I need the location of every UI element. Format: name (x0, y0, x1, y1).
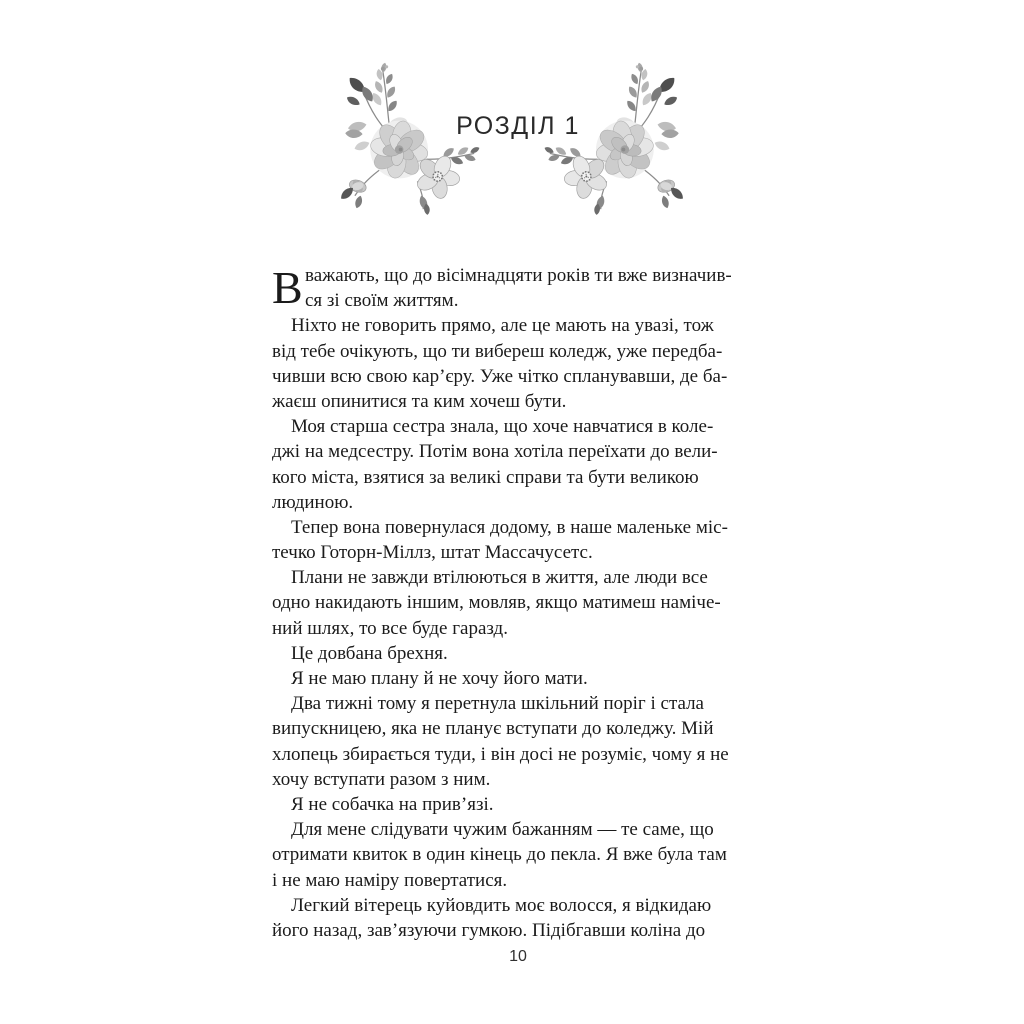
text-line: Плани не завжди втілюються в життя, але люди все (291, 567, 708, 589)
paragraph (272, 817, 766, 893)
text-line: Два тижні тому я перетнула шкільний поріг і стала (291, 693, 704, 715)
text-line: ся зі своїм життям. (305, 290, 459, 312)
paragraph (272, 414, 766, 515)
paragraph (272, 565, 766, 641)
text-line: чивши всю свою кар’єру. Уже чітко спланувавши, де ба- (272, 365, 728, 387)
paragraph (272, 792, 766, 817)
text-line: Ніхто не говорить прямо, але це мають на увазі, тож (291, 315, 714, 337)
text-line: Це довбана брехня. (291, 642, 448, 664)
page-number: 10 (509, 948, 527, 965)
text-line: Для мене слідувати чужим бажанням — те саме, що (291, 819, 714, 841)
text-line: отримати квиток в один кінець до пекла. Я вже була там (272, 844, 727, 866)
text-line: Тепер вона повернулася додому, в наше маленьке міс- (291, 516, 728, 538)
text-line: Я не маю плану й не хочу його мати. (291, 668, 588, 689)
text-line: течко Готорн-Міллз, штат Массачусетс. (272, 542, 593, 564)
text-line: Легкий вітерець куйовдить моє волосся, я відкидаю (291, 894, 712, 916)
text-line: хочу вступати разом з ним. (272, 768, 491, 790)
text-line: людиною. (272, 491, 354, 513)
chapter-title: РОЗДІЛ 1 (456, 112, 580, 140)
text-line: жаєш опинитися та ким хочеш бути. (272, 390, 567, 412)
drop-cap: В (272, 262, 303, 313)
paragraph (272, 313, 766, 414)
text-line: і не маю наміру повертатися. (272, 869, 508, 891)
text-line: важають, що до вісімнадцяти років ти вже визначив- (305, 265, 732, 286)
text-line: випускницею, яка не планує вступати до коледжу. Мій (272, 718, 714, 740)
text-line: Я не собачка на прив’язі. (291, 793, 494, 815)
paragraph (272, 666, 766, 691)
text-line: джі на медсестру. Потім вона хотіла переїхати до вели- (272, 441, 718, 463)
text-line: від тебе очікують, що ти вибереш коледж, уже передба- (272, 340, 723, 362)
text-line: одно накидають іншим, мовляв, якщо матимеш наміче- (272, 592, 721, 614)
text-line: ний шлях, то все буде гаразд. (272, 617, 508, 639)
paragraph (272, 893, 766, 943)
paragraph (272, 263, 766, 313)
text-line: хлопець збирається туди, і він досі не розуміє, чому я не (272, 743, 729, 765)
paragraph (272, 515, 766, 565)
text-line: кого міста, взятися за великі справи та бути великою (272, 466, 699, 488)
paragraph (272, 691, 766, 792)
paragraph (272, 641, 766, 666)
body-text (272, 263, 766, 943)
text-line: його назад, зав’язуючи гумкою. Підібгавши коліна до (272, 919, 706, 941)
text-line: Моя старша сестра знала, що хоче навчатися в коле- (291, 416, 714, 438)
